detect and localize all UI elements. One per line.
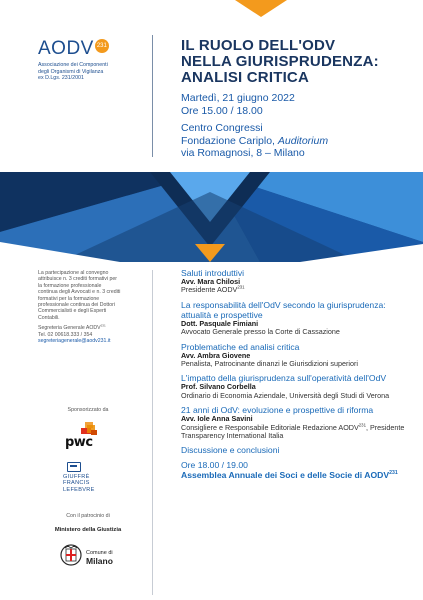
secretary-contact: Segreteria Generale AODV$^{231}$ Tel. 02 00618.333 / 354 segreteriagenerale@aodv231.it [38,325,138,344]
sponsor-label: Sponsorizzato da [67,407,109,413]
header-divider [152,35,153,157]
program-item-assembly: Ore 18.00 / 19.00 Assemblea Annuale dei Soci e delle Socie di AODV$^{231}$ [181,460,398,481]
gfl-book-icon [67,462,81,472]
email-link[interactable]: segreteriagenerale@aodv231.it [38,338,111,345]
logo-badge: 231 [95,39,109,53]
program-item: La responsabilità dell'OdV secondo la giurisprudenza: attualità e prospettive Dott. Pasquale Fimiani Avvocato Generale presso la Corte di Cassazione [181,299,386,337]
event-date [181,92,411,117]
milano-crest-icon [60,544,82,568]
pwc-logo: pwc [65,420,110,450]
giuffre-francis-lefebvre-logo: GIUFFRÈ FRANCIS LEFEBVRE [63,462,123,493]
comune-milano-logo: Comune di Milano [60,544,130,570]
event-venue: Centro Congressi Fondazione Cariplo, Auditorium via Romagnosi, 8 – Milano [181,122,329,159]
top-orange-triangle [235,0,287,17]
event-title: IL RUOLO DELL'ODV NELLA GIURISPRUDENZA: ANALISI CRITICA [181,37,379,86]
program-item: Problematiche ed analisi critica Avv. Ambra Giovene Penalista, Patrocinante dinanzi le Giurisdizioni superiori [181,341,358,369]
event-time: Ore 15.00 / 18.00 [181,104,263,117]
aodv-logo [38,38,153,82]
decorative-band [0,172,423,262]
patron-label: Con il patrocinio di [66,513,110,519]
program-item: 21 anni di OdV: evoluzione e prospettive di riforma Avv. Iole Anna Savini Consigliere e Responsabile Editoriale Redazione AODV$^{231}$, Presidente Transparency International Italia [181,405,405,441]
program-item: Saluti introduttivi Avv. Mara Chilosi Presidente AODV$^{231}$ [181,268,245,295]
program-divider [152,270,153,595]
ministry-name: Ministero della Giustizia [54,527,122,533]
logo-mark: AODV [38,38,94,59]
credits-info: La partecipazione al convegno attribuisce n. 3 crediti formativi per la formazione professionale continua degli Avvocati e n. 3 crediti formativi per la formazione professionale continua dei Dottori Commercialisti e degli Esperti Contabili. [38,270,121,321]
left-column [38,270,138,344]
program-list [181,268,413,485]
event-day: Martedì, 21 giugno 2022 [181,92,295,104]
phone-number: Tel. 02 00618.333 / 354 [38,331,93,338]
program-item: Discussione e conclusioni [181,445,280,456]
program-item: L'impatto della giurisprudenza sull'operatività dell'OdV Prof. Silvano Corbella Ordinario di Economia Aziendale, Università degli Studi di Verona [181,373,390,400]
logo-subtitle: Associazione dei Componenti degli Organismi di Vigilanza ex D.Lgs. 231/2001 [38,62,108,82]
band-graphic [0,172,423,262]
